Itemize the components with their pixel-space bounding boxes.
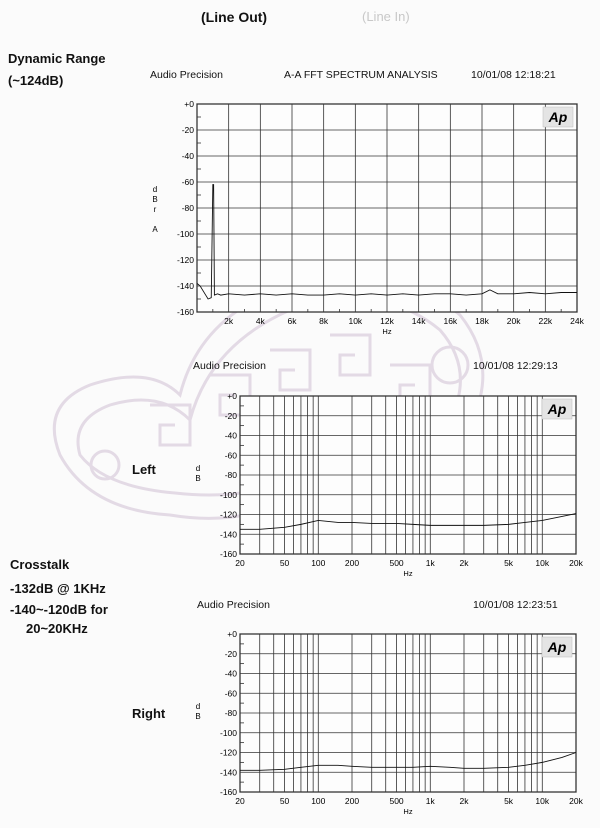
x-axis-label: Hz bbox=[403, 807, 413, 816]
y-tick-label: -120 bbox=[176, 255, 194, 265]
chart1-timestamp: 10/01/08 12:18:21 bbox=[471, 69, 556, 81]
y-tick-label: -160 bbox=[219, 787, 237, 797]
y-tick-label: -60 bbox=[224, 688, 237, 699]
x-tick-label: 18k bbox=[475, 316, 489, 326]
chart3-timestamp: 10/01/08 12:23:51 bbox=[473, 599, 558, 611]
y-tick-label: -80 bbox=[224, 470, 237, 480]
x-tick-label: 5k bbox=[504, 558, 514, 568]
x-tick-label: 20k bbox=[506, 316, 521, 326]
x-tick-label: 500 bbox=[389, 796, 404, 806]
x-tick-label: 10k bbox=[348, 316, 363, 326]
x-tick-label: 100 bbox=[311, 558, 326, 568]
y-axis-label: B bbox=[195, 474, 201, 483]
y-tick-label: -140 bbox=[219, 529, 237, 540]
x-tick-label: 2k bbox=[224, 316, 234, 326]
ap-logo-text: Ap bbox=[547, 401, 567, 417]
x-tick-label: 50 bbox=[279, 558, 290, 568]
y-tick-label: -20 bbox=[181, 125, 194, 135]
y-axis-label: B bbox=[195, 712, 201, 721]
y-tick-label: -100 bbox=[176, 229, 194, 239]
page-title: (Line Out) bbox=[201, 9, 268, 25]
y-tick-label: -80 bbox=[181, 203, 194, 213]
x-tick-label: 1k bbox=[425, 796, 435, 806]
x-tick-label: 24k bbox=[570, 316, 584, 326]
fft-spectrum-chart bbox=[140, 92, 590, 342]
y-tick-label: -140 bbox=[219, 767, 237, 778]
dynamic-range-title: Dynamic Range bbox=[8, 51, 106, 66]
x-axis-label: Hz bbox=[403, 569, 413, 578]
chart2-timestamp: 10/01/08 12:29:13 bbox=[473, 360, 558, 372]
x-tick-label: 8k bbox=[319, 316, 329, 326]
x-tick-label: 200 bbox=[344, 558, 360, 568]
left-crosstalk-chart bbox=[185, 384, 590, 584]
y-tick-label: -40 bbox=[181, 151, 194, 161]
y-axis-label: B bbox=[152, 195, 158, 204]
y-tick-label: -160 bbox=[176, 307, 194, 317]
y-axis-label: d bbox=[195, 464, 201, 473]
y-tick-label: -40 bbox=[224, 430, 237, 441]
y-tick-label: -120 bbox=[219, 747, 237, 758]
chart3-channel-label: Right bbox=[132, 706, 166, 721]
x-tick-label: 50 bbox=[279, 796, 290, 806]
x-tick-label: 20k bbox=[569, 558, 583, 568]
x-tick-label: 20 bbox=[235, 796, 245, 806]
chart2-vendor: Audio Precision bbox=[193, 360, 266, 372]
ap-logo-text: Ap bbox=[547, 639, 567, 655]
x-tick-label: 16k bbox=[443, 316, 458, 326]
x-tick-label: 20k bbox=[569, 796, 583, 806]
x-tick-label: 500 bbox=[389, 558, 404, 568]
x-tick-label: 22k bbox=[538, 316, 553, 326]
y-axis-label: A bbox=[152, 225, 158, 234]
y-tick-label: -60 bbox=[224, 450, 237, 461]
y-tick-label: -20 bbox=[224, 648, 237, 659]
x-tick-label: 1k bbox=[425, 558, 435, 568]
x-tick-label: 14k bbox=[411, 316, 426, 326]
x-tick-label: 4k bbox=[255, 316, 265, 326]
crosstalk-line-2: -140~-120dB for bbox=[10, 602, 108, 617]
right-crosstalk-chart bbox=[185, 622, 590, 822]
crosstalk-title: Crosstalk bbox=[10, 557, 70, 572]
x-tick-label: 6k bbox=[287, 316, 297, 326]
y-tick-label: -140 bbox=[176, 281, 194, 291]
x-tick-label: 2k bbox=[459, 796, 469, 806]
y-axis-label: d bbox=[195, 702, 201, 711]
chart1-vendor: Audio Precision bbox=[150, 69, 223, 81]
chart1-title: A-A FFT SPECTRUM ANALYSIS bbox=[284, 69, 438, 81]
faded-header-text: (Line In) bbox=[362, 9, 410, 24]
y-axis-label: r bbox=[153, 205, 157, 214]
x-tick-label: 200 bbox=[344, 796, 360, 806]
x-tick-label: 2k bbox=[459, 558, 469, 568]
ap-logo-text: Ap bbox=[548, 109, 568, 125]
crosstalk-line-1: -132dB @ 1KHz bbox=[10, 581, 106, 596]
chart2-channel-label: Left bbox=[132, 462, 156, 477]
x-axis-label: Hz bbox=[382, 327, 392, 336]
y-tick-label: +0 bbox=[184, 99, 194, 109]
y-tick-label: -60 bbox=[181, 177, 194, 187]
chart3-vendor: Audio Precision bbox=[197, 599, 270, 611]
y-tick-label: +0 bbox=[227, 629, 237, 639]
y-axis-label: d bbox=[152, 185, 158, 194]
x-tick-label: 20 bbox=[235, 558, 245, 568]
x-tick-label: 10k bbox=[535, 796, 550, 806]
x-tick-label: 10k bbox=[535, 558, 550, 568]
y-tick-label: +0 bbox=[227, 391, 237, 401]
y-tick-label: -20 bbox=[224, 410, 237, 421]
y-tick-label: -40 bbox=[224, 668, 237, 679]
y-tick-label: -100 bbox=[219, 727, 237, 738]
y-tick-label: -80 bbox=[224, 708, 237, 718]
crosstalk-line-3: 20~20KHz bbox=[26, 621, 88, 636]
y-tick-label: -100 bbox=[219, 489, 237, 500]
x-tick-label: 12k bbox=[380, 316, 394, 326]
x-tick-label: 100 bbox=[311, 796, 326, 806]
dynamic-range-value: (~124dB) bbox=[8, 73, 64, 88]
x-tick-label: 5k bbox=[504, 796, 514, 806]
y-tick-label: -120 bbox=[219, 509, 237, 520]
y-tick-label: -160 bbox=[219, 549, 237, 559]
